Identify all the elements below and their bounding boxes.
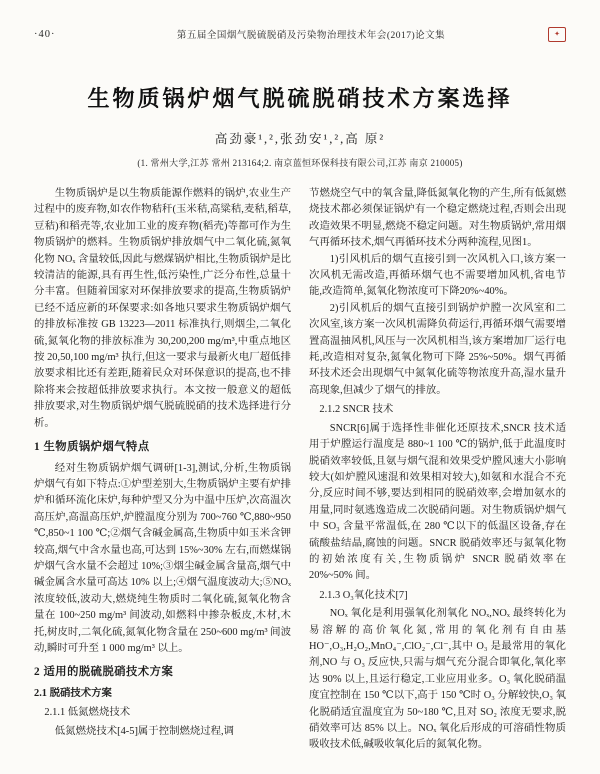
body-paragraph: NOₓ 氧化是利用强氧化剂氧化 NOₓ,NOₓ 最终转化为易溶解的高价氧化氮,常用的氧化剂有自由基 HO⁻,O₃,H₂O₂,MnO₄⁻,ClO₂⁻,Cl⁻,其中 O₃ 是最常用的氧化剂,NO 与 O₃ 反应快,只需与烟气充分混合即氧化,氧化率达 90% 以上,且运行稳定,工业应用业多。O₃ 氧化脱硝温度宜控制在 150 ℃以下,高于 150 ℃时 O₃ 分解较快,O₃ 氧化脱硝适宜温度宜为 50~180 ℃,且对 SO₂ 浓度无要求,脱硝效率可达 85% 以上。NOₓ 氧化后形成的可溶硝性物质吸收技术低,碱吸收氧化后的氮氧化物。 xyxy=(309,608,566,751)
right-column xyxy=(309,186,566,754)
section-heading: 2 适用的脱硫脱硝技术方案 xyxy=(34,666,174,679)
left-column xyxy=(34,186,291,754)
body-paragraph: 生物质锅炉是以生物质能源作燃料的锅炉,农业生产过程中的废弃物,如农作物秸秆(玉米秸,高粱秸,麦秸,稻草,豆秸)和稻壳等,农业加工业的废弃物(稻壳)等都可作为生物质锅炉的燃料。生物质锅炉排放烟气中二氧化硫,氮氧化物 NOₓ 含量较低,因此与燃煤锅炉相比,生物质锅炉是比较清洁的能源,具有再生性,低污染性,广泛分布性,总量十分丰富。但随着国家对环保排放要求的提高,生物质锅炉已经不适应新的环保要求:如各地只要求生物质锅炉烟气的排放标准按 GB 13223—2011 标准执行,则烟尘,二氧化硫,氮氧化物的排放标准为 30,200,200 mg/m³,中重点地区按 20,50,100 mg/m³ 执行,但这一要求与最新火电厂超低排放要求相比还有差距,随着民众对环保意识的提高,也不排除将来会按超低排放要求执行。本文按一般意义的超低排放要求,对生物质锅炉烟气脱硫脱硝的技术选择进行分析。 xyxy=(34,188,292,429)
body-columns xyxy=(34,186,566,754)
section-heading: 1 生物质锅炉烟气特点 xyxy=(34,441,150,454)
body-paragraph: 节燃烧空气中的氧含量,降低氮氧化物的产生,所有低氮燃烧技术都必须保证锅炉有一个稳定燃烧过程,否则会出现改造效果不明显,燃烧不稳定问题。对生物质锅炉,常用烟气再循环技术,烟气再循环技术分两种流程,见图1。 xyxy=(309,188,566,249)
article-title: 生物质锅炉烟气脱硫脱硝技术方案选择 xyxy=(87,86,513,111)
running-header xyxy=(34,26,566,42)
section-heading: 2.1.2 SNCR 技术 xyxy=(319,404,394,416)
body-paragraph: 1)引风机后的烟气直接引到一次风机入口,该方案一次风机无需改造,再循环烟气也不需要增加风机,省电节能,改造简单,氮氧化物浓度可下降20%~40%。 xyxy=(309,253,566,298)
section-heading: 2.1.3 O₃氧化技术[7] xyxy=(319,589,408,601)
proceedings-title: 第五届全国烟气脱硫脱硝及污染物治理技术年会(2017)论文集 xyxy=(176,31,446,41)
section-heading: 2.1.1 低氮燃烧技术 xyxy=(44,707,131,719)
red-stamp-icon: ✦ xyxy=(548,27,566,42)
authors-line: 高劲豪¹,²,张劲安¹,²,高 原² xyxy=(214,132,386,146)
page-number: ·40· xyxy=(34,28,56,40)
body-paragraph: SNCR[6]属于选择性非催化还原技术,SNCR 技术适用于炉膛运行温度是 880~1 100 ℃的锅炉,低于此温度时脱硝效率较低,且氨与烟气混和效果受炉膛风速大小影响较大(如炉膛风速混和效果相对较大),如氨和水混合不充分,反应时间不够,要达到相同的脱硝效率,会增加氨水的用量,同时氨逃逸造成二次脱硝问题。对生物质锅炉烟气中 SO₃ 含量平常温低,在 280 ℃以下的低温区设备,存在硫酸盐结晶,腐蚀的问题。SNCR 脱硝效率还与氮氧化物的初始浓度有关,生物质锅炉 SNCR 脱硝效率在 20%~50% 间。 xyxy=(309,422,566,582)
body-paragraph: 2)引风机后的烟气直接引到锅炉炉膛一次风室和二次风室,该方案一次风机需降负荷运行,再循环烟气需要增置高温抽风机,风压与一次风机相当,该方案增加厂运行电耗,改造相对复杂,氮氧化物可下降 25%~50%。烟气再循环技术还会出现烟气中氮氧化硫等物浓度升高,湿水量升高现象,但减少了烟气的排放。 xyxy=(309,302,566,396)
affiliation-line: (1. 常州大学,江苏 常州 213164;2. 南京蓝恒环保科技有限公司,江苏 南京 210005) xyxy=(137,158,463,168)
section-heading: 2.1 脱硝技术方案 xyxy=(34,687,112,699)
body-paragraph: 低氮燃烧技术[4-5]属于控制燃烧过程,调 xyxy=(54,725,235,737)
body-paragraph: 经对生物质锅炉烟气调研[1-3],测试,分析,生物质锅炉烟气有如下特点:①炉型差别大,生物质锅炉主要有炉排炉和循环流化床炉,每种炉型又分为中温中压炉,次高温次高压炉,高温高压炉,炉膛温度分别为 700~760 ℃,880~950 ℃,850~1 100 ℃;②烟气含碱金属高,生物质中如玉米含钾较高,烟气中含水量也高,可达到 15%~30% 左右,而燃煤锅炉烟气含水量不会超过 10%;③烟尘碱金属含量高,烟气中碱金属含水量可高达 10% 以上;④烟气温度波动大;⑤NOₓ 浓度较低,波动大,燃烧纯生物质时二氧化硫,氮氧化物含量在 100~250 mg/m³ 间波动,如燃料中掺杂板皮,木材,木托,树皮时,二氧化硫,氮氧化物含量在 250~600 mg/m³ 间波动,瞬时可升至 1 000 mg/m³ 以上。 xyxy=(34,462,291,654)
